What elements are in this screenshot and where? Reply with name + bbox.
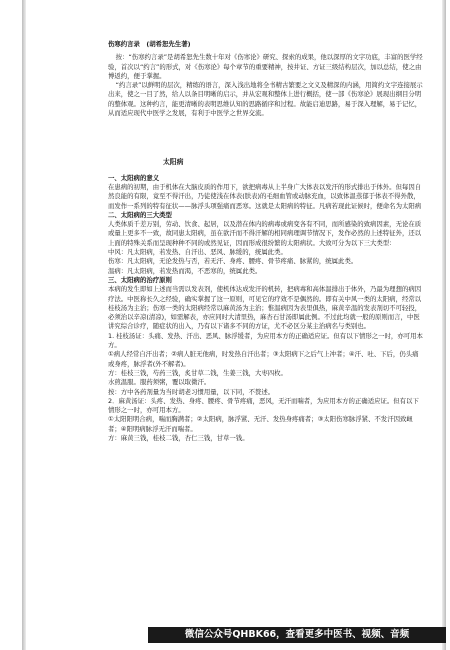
body-paragraph: 方：桂枝三钱，芍药三钱，炙甘草二钱，生姜三钱，大枣四枚。 [108,368,287,377]
body-paragraph: 2．麻黄汤证：头疼、发热、身疼、腰疼、骨节疼痛，恶风，无汗而喘者，为应用本方的正确适应证。但有以下情形之一时，亦可用本方。 [108,396,419,415]
body-paragraph: 方：麻黄三钱，桂枝二钱，杏仁三钱，甘草一钱。 [108,433,249,442]
intro-paragraph-1: 按：“伤寒约言录”是胡希恕先生数十年对《伤寒论》研究、探索的成果，他以深厚的文字功底，丰富的医学经验，首次以“约言”的形式，对《伤寒论》每个章节的重要精神，按井证、方证三级结构层次，加以总结，使之由博返约，便于掌握。 [108,53,423,80]
body-paragraph: 水煎温服。服药须粥，覆以取微汗。 [108,378,211,387]
document-page [26,0,442,650]
body-paragraph: 1. 桂枝汤证：头痛、发热、汗出、恶风、脉浮缓者，为应用本方的正确适应证。但有以下情形之一时，亦可用本方。 [108,331,423,350]
section-heading: 一、太阳病的意义 [108,173,160,182]
section-heading: 三、太阳病的治疗原则 [108,275,172,284]
body-paragraph: 本病的发生即如上述而当需以发表剂，使机体达成发汗的机转，把病毒和高体温排出于体外，乃最为理想的病因疗法。中医称长久之经验，确实掌握了这一原则，可见它的疗效不是偶然的。即有关中风一类的太阳病，经常以桂枝汤为主治；伤寒一类的太阳病经常以麻黄汤为主治；惟温病因为表里俱热，麻黄辛温的发表剂切不可轻投，必须治以辛凉(清凉)，如需解表，亦应同时大清里热，麻杏石甘汤即属此例。不过此均就一般的原则而言，中医讲究综合诊疗，随症状的出入，乃有以下诸多不同的方证，尤不必区分某主治病名与类别也。 [108,285,422,331]
page-edge-right [442,0,446,650]
section-heading: 二、太阳病的三大类型 [108,210,172,219]
section-title: 太阳病 [163,158,184,167]
document-content [108,40,424,443]
body-paragraph: 人类体质千差万别，劳动、饮食、起居，以及潜在体内的病毒或病变各有不同，而所感染的致病因素，无论在质或量上更多不一致，故同患太阳病，虽在欲汗而不得汗解的相同病理调节情况下，发作必然的上述特征外，还以上面的特殊关系而呈现种种不同的或然见证，因而形成很纷繁的太阳病状。大致可分为以下三大类型： [108,220,422,247]
intro-title: 伤寒约言录 (胡希恕先生著) [108,40,191,48]
body-paragraph: ①病人经常自汗出者；②病人脏无他病，时发热自汗出者；③太阳病下之后气上冲者；④汗、吐、下后，仍头痛或身疼，脉浮者(外不解者)。 [108,350,419,368]
body-paragraph: 在患病的初期，由于机体在大脑皮质的作用下，欲把病毒从上半身广大体表以发汗的形式排出于体外。但每因自然良能的有限，竟至不得汗出，乃徒使浅在体表(肤表)的毛细血管或动脉充血，以致体温蒸郁于体表不得外散，而发作一系列的特有征状——脉浮头项强痛而恶寒。这就是太阳病的特征。凡病若现此证候时，便命名为太阳病 [108,182,422,210]
body-paragraph: 按：方中各药剂量为当时胡老习惯用量，以下同，不赘述。 [108,387,275,396]
promo-banner: 微信公众号QHBK66，查看更多中医书、视频、音频 [148,627,446,643]
spacer [108,118,424,158]
intro-paragraph-2: “约言录”以鲜明的层次，精练的语言，深入浅出地将全书精古繁要之文义及精深的内涵，用简约文字连接展示出来，使之一目了然，给人以条目明晰的启示，并从宏观和整体上进行概括，使一部《伤寒论》展现出纲目分明的整体观。这种约言，能更清晰的表明思维认知的思路循序和过程。故能启迪思路，易于深入理解，易于记忆，从而适应现代中医学之发展，有利于中医学之世界交流。 [108,81,423,118]
body-paragraph: 中风：凡太阳病，若发热、自汗出、恶风、脉缓的，统属此类。 [108,248,287,257]
body-paragraph: ①太阳阳明合病，喘而胸满者；②太阳病，脉浮紧、无汗、发热身疼痛者；③太阳伤寒脉浮紧、不发汗因致衄者；④阳明病脉浮无汗而喘者。 [108,415,413,433]
section-body [108,174,424,444]
body-paragraph: 温病：凡太阳病，若发热而渴，不恶寒的，统属此类。 [108,266,262,275]
body-paragraph: 伤寒：凡太阳病，无论发热与否，若无汗、身疼、腰疼、骨节疼痛、脉紧的，统属此类。 [108,257,358,266]
